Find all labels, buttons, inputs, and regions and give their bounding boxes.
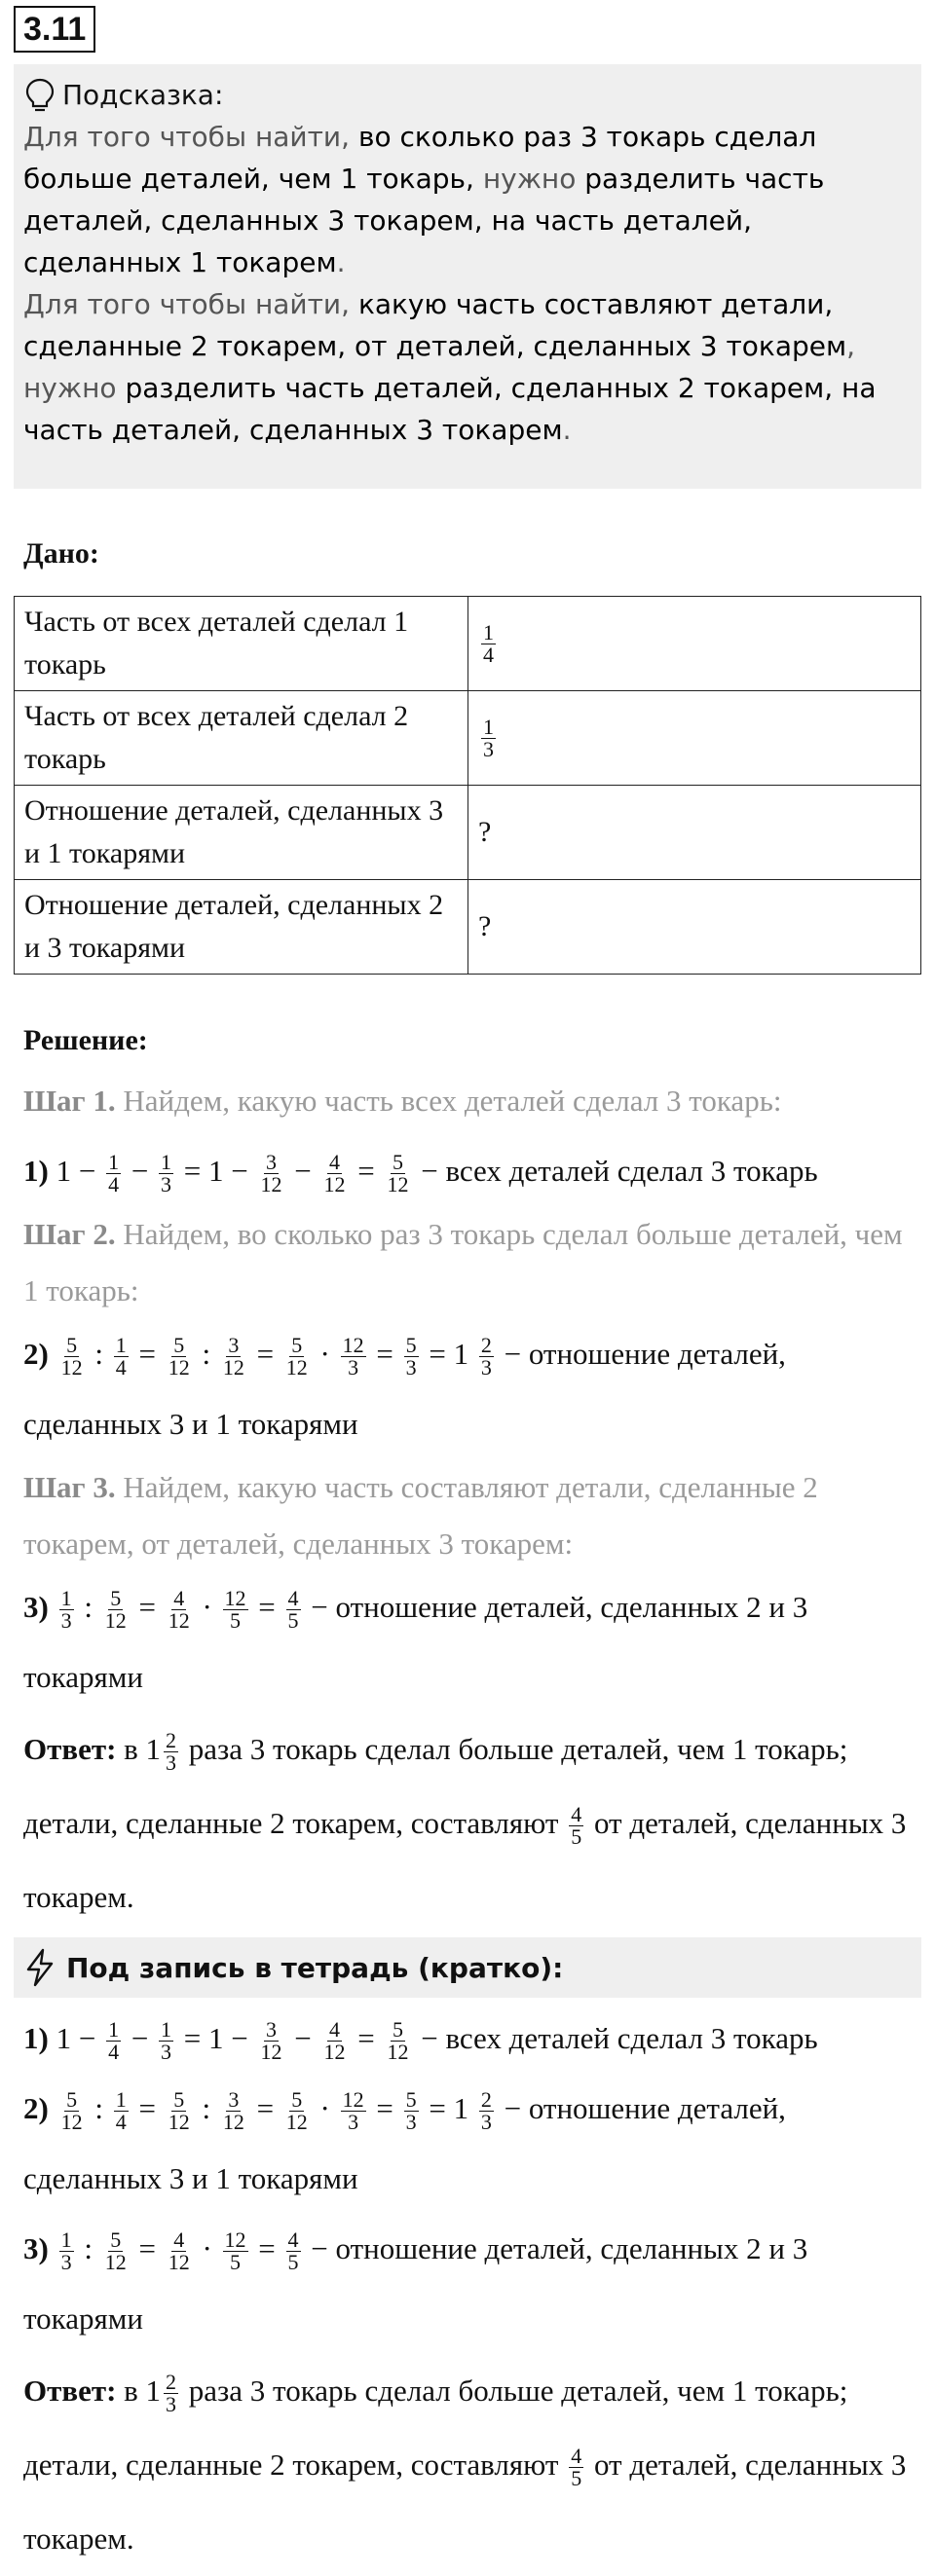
step-3: Шаг 3. Найдем, какую часть составляют детали, сделанные 2 токарем, от деталей, сделанных 3 токарем:: [23, 1470, 818, 1561]
hint-text: .: [562, 414, 572, 446]
hint-text: , нужно: [23, 330, 856, 404]
solution-line-2: 2) $\frac{5}{12}$ : $\frac{1}{4}$ = $\frac{5}{12}$ : $\frac{3}{12}$ = $\frac{5}{12}$ · $\frac{12}{3}$ = $\frac{5}{3}$ = 1 $\frac{2}{3}$ − отношение деталей, сделанных 3 и 1 токарями: [23, 1333, 786, 1441]
summary-title: Под запись в тетрадь (кратко):: [66, 1951, 564, 1984]
summary-line-3: 3) $\frac{1}{3}$ : $\frac{5}{12}$ = $\frac{4}{12}$ · $\frac{12}{5}$ = $\frac{4}{5}$ − отношение деталей, сделанных 2 и 3 токарями: [23, 2227, 808, 2336]
table-row: [15, 786, 921, 880]
solution-body: [23, 1066, 919, 1934]
summary-line-1: 1) 1 − $\frac{1}{4}$ − $\frac{1}{3}$ = 1 − $\frac{3}{12}$ − $\frac{4}{12}$ = $\frac{5}{12}$ − всех деталей сделал 3 токарь: [23, 2017, 818, 2065]
given-title: Дано:: [23, 537, 99, 570]
hint-text: Для того чтобы найти,: [23, 121, 358, 153]
solution-title: Решение:: [23, 1024, 148, 1056]
table-row: [15, 597, 921, 691]
lightbulb-icon: [23, 77, 56, 114]
given-value: ?: [468, 880, 921, 975]
given-value: ?: [468, 786, 921, 880]
given-value: $\frac{1}{4}$: [468, 597, 921, 691]
table-row: [15, 691, 921, 786]
hint-text: нужно: [473, 163, 585, 195]
given-label: Отношение деталей, сделанных 2 и 3 токарями: [15, 880, 468, 975]
hint-paragraph-2: [23, 283, 910, 451]
given-label: Отношение деталей, сделанных 3 и 1 токарями: [15, 786, 468, 880]
table-row: [15, 880, 921, 975]
given-label: Часть от всех деталей сделал 2 токарь: [15, 691, 468, 786]
hint-text: разделить часть деталей, сделанных 3 токарем, на часть деталей, сделанных 1 токарем: [23, 163, 825, 278]
hint-paragraph-1: [23, 116, 910, 283]
hint-text: Для того чтобы найти,: [23, 288, 358, 320]
solution-line-1: 1) 1 − $\frac{1}{4}$ − $\frac{1}{3}$ = 1 − $\frac{3}{12}$ − $\frac{4}{12}$ = $\frac{5}{12}$ − всех деталей сделал 3 токарь: [23, 1150, 818, 1197]
task-number: 3.11: [14, 6, 95, 53]
answer: Ответ: в 1 $\frac{2}{3}$ раза 3 токарь сделал больше деталей, чем 1 токарь; детали, сделанные 2 токарем, составляют $\frac{4}{5}$ от деталей, сделанных 3 токарем.: [23, 1728, 907, 1914]
given-label: Часть от всех деталей сделал 1 токарь: [15, 597, 468, 691]
hint-text: какую часть составляют детали, сделанные 2 токарем, от деталей, сделанных 3 токарем: [23, 288, 847, 362]
hint-text: во сколько раз 3 токарь сделал больше деталей, чем 1 токарь,: [23, 121, 817, 195]
given-table: [14, 596, 921, 975]
solution-line-3: 3) $\frac{1}{3}$ : $\frac{5}{12}$ = $\frac{4}{12}$ · $\frac{12}{5}$ = $\frac{4}{5}$ − отношение деталей, сделанных 2 и 3 токарями: [23, 1586, 808, 1694]
hint-header: [23, 74, 910, 116]
step-1: Шаг 1. Найдем, какую часть всех деталей сделал 3 токарь:: [23, 1084, 782, 1118]
summary-body: [23, 2004, 919, 2576]
summary-answer: Ответ: в 1 $\frac{2}{3}$ раза 3 токарь сделал больше деталей, чем 1 токарь; детали, сделанные 2 токарем, составляют $\frac{4}{5}$ от деталей, сделанных 3 токарем.: [23, 2370, 907, 2556]
given-value: $\frac{1}{3}$: [468, 691, 921, 786]
summary-header: [14, 1937, 921, 1998]
lightning-icon: [23, 1948, 56, 1987]
summary-line-2: 2) $\frac{5}{12}$ : $\frac{1}{4}$ = $\frac{5}{12}$ : $\frac{3}{12}$ = $\frac{5}{12}$ · $\frac{12}{3}$ = $\frac{5}{3}$ = 1 $\frac{2}{3}$ − отношение деталей, сделанных 3 и 1 токарями: [23, 2087, 786, 2195]
hint-box: [14, 64, 921, 489]
hint-title: Подсказка:: [62, 79, 224, 111]
step-2: Шаг 2. Найдем, во сколько раз 3 токарь сделал больше деталей, чем 1 токарь:: [23, 1217, 903, 1307]
hint-text: разделить часть деталей, сделанных 2 токарем, на часть деталей, сделанных 3 токарем: [23, 372, 877, 446]
hint-text: .: [336, 246, 346, 278]
